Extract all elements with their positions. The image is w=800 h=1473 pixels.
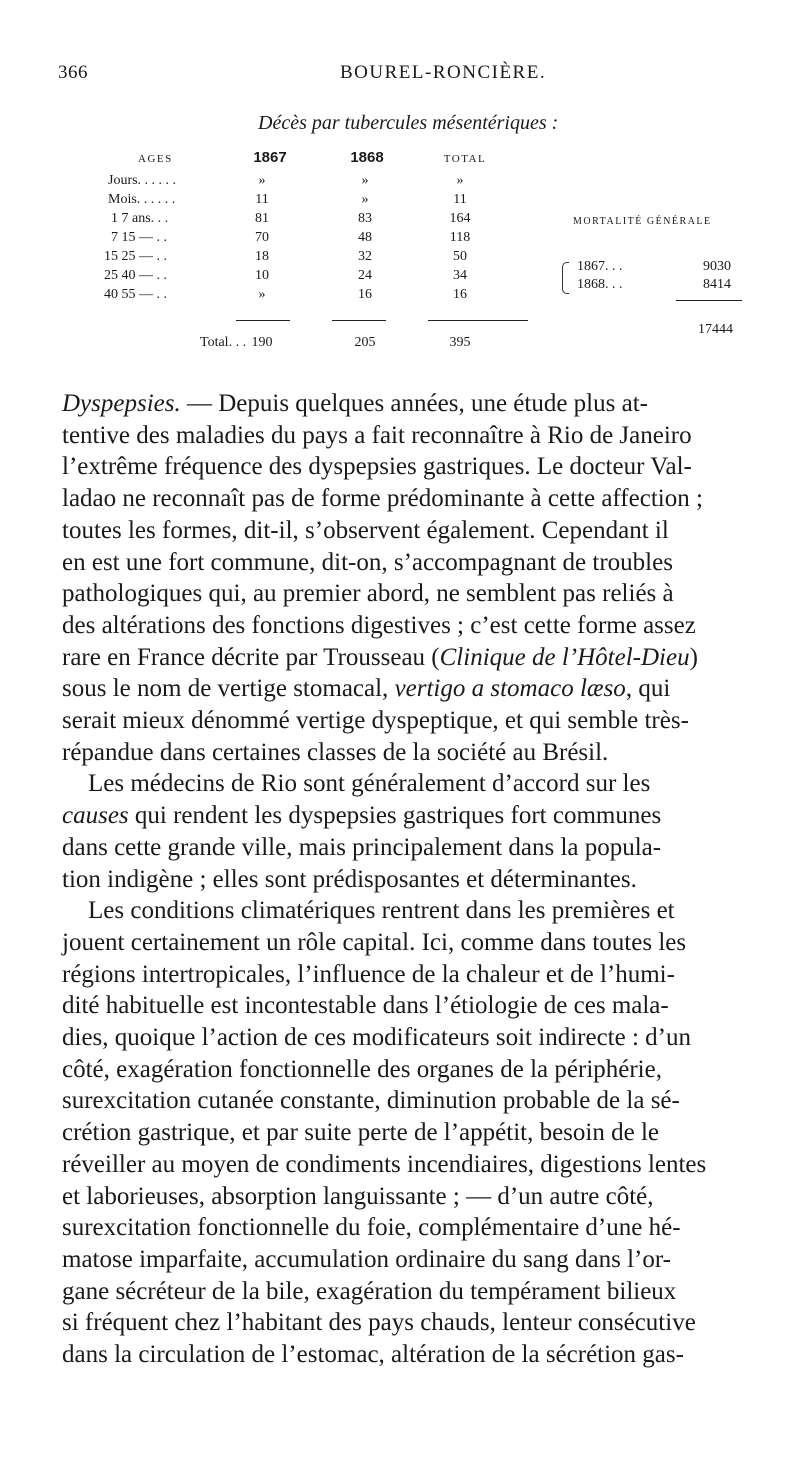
total-cell: 50	[453, 249, 467, 264]
mortality-total: 17444	[698, 322, 733, 337]
value-1868-cell: 32	[358, 249, 372, 264]
value-1868-cell: »	[361, 192, 369, 207]
total-label: Total. . .	[200, 335, 247, 350]
text-line: et laborieuses, absorption languissante ; — d’un autre côté,	[62, 1182, 654, 1210]
paragraph	[62, 768, 752, 895]
value-1868-cell: 48	[358, 230, 372, 245]
value-1867-cell: »	[258, 173, 266, 188]
latin-term: vertigo a stomaco læso	[394, 675, 626, 703]
text-line: Dyspepsies. — Depuis quelques années, une étude plus at-	[62, 390, 648, 417]
page-number: 366	[58, 62, 88, 83]
sum-rule	[236, 320, 290, 321]
body-text	[62, 388, 752, 1371]
age-cell: 7 15 — . .	[111, 230, 167, 245]
text-line: gane sécréteur de la bile, exagération du tempérament bilieux	[62, 1277, 677, 1305]
total-cell: »	[456, 173, 464, 188]
value-1867-cell: »	[258, 287, 266, 302]
text-line: matose imparfaite, accumulation ordinaire du sang dans l’or-	[62, 1245, 672, 1273]
table-caption: Décès par tubercules mésentériques :	[258, 112, 559, 134]
text-line: dans cette grande ville, mais principalement dans la popula-	[62, 833, 662, 861]
text-line: dies, quoique l’action de ces modificateurs soit indirecte : d’un	[62, 1024, 691, 1052]
mortality-value: 9030	[703, 259, 731, 274]
sum-rule	[676, 300, 742, 301]
age-cell: 1 7 ans. . .	[111, 211, 169, 226]
text-line: si fréquent chez l’habitant des pays chauds, lenteur consécutive	[62, 1309, 696, 1337]
running-header	[58, 62, 738, 88]
age-cell: Mois. . . . . .	[108, 192, 176, 207]
text-line: dans la circulation de l’estomac, altération de la sécrétion gas-	[62, 1341, 684, 1369]
text-line: tion indigène ; elles sont prédisposantes et déterminantes.	[62, 865, 637, 893]
value-1867-cell: 81	[255, 211, 269, 226]
text-line: ladao ne reconnaît pas de forme prédominante à cette affection ;	[62, 485, 703, 513]
value-1868-cell: »	[361, 173, 369, 188]
grand-total-cell: 395	[449, 335, 471, 350]
text-line: Les conditions climatériques rentrent dans les premières et	[88, 897, 675, 925]
value-1867-cell: 10	[255, 268, 269, 283]
text-line: pathologiques qui, au premier abord, ne semblent pas reliés à	[62, 580, 674, 608]
total-1868-cell: 205	[354, 335, 376, 350]
mortality-year: 1868. . .	[577, 277, 623, 292]
text-line: crétion gastrique, et par suite perte de l’appétit, besoin de le	[62, 1119, 659, 1147]
text-line: des altérations des fonctions digestives ; c’est cette forme assez	[62, 611, 696, 639]
column-header-total: TOTAL	[443, 153, 487, 165]
sum-rule	[332, 320, 386, 321]
text-line: surexcitation cutanée constante, diminution probable de la sé-	[62, 1087, 680, 1115]
total-cell: 16	[453, 287, 467, 302]
book-reference: Clinique de l’Hôtel-Dieu	[439, 643, 690, 671]
total-cell: 118	[449, 230, 471, 245]
paragraph	[62, 388, 752, 768]
column-header-1867: 1867	[253, 149, 287, 166]
column-header-ages: AGES	[138, 153, 173, 165]
total-cell: 11	[453, 192, 467, 207]
value-1868-cell: 24	[358, 268, 372, 283]
text-line: côté, exagération fonctionnelle des organes de la périphérie,	[62, 1055, 662, 1083]
value-1868-cell: 83	[358, 211, 372, 226]
column-header-1868: 1868	[350, 149, 384, 166]
text-line: toutes les formes, dit-il, s’observent également. Cependant il	[62, 516, 669, 544]
mortality-title: MORTALITÉ GÉNÉRALE	[573, 216, 712, 227]
text-line: causes qui rendent les dyspepsies gastriques fort communes	[62, 802, 662, 830]
section-heading: Dyspepsies.	[62, 390, 181, 417]
text-line: répandue dans certaines classes de la société au Brésil.	[62, 738, 609, 766]
value-1867-cell: 70	[255, 230, 269, 245]
text-line: surexcitation fonctionnelle du foie, complémentaire d’une hé-	[62, 1214, 681, 1242]
brace	[562, 262, 569, 294]
value-1867-cell: 11	[255, 192, 269, 207]
sum-rule	[428, 320, 528, 321]
age-cell: 15 25 — . .	[104, 249, 167, 264]
age-cell: 25 40 — . .	[104, 268, 167, 283]
total-cell: 164	[449, 211, 471, 226]
text-line: jouent certainement un rôle capital. Ici, comme dans toutes les	[62, 928, 687, 956]
text-line: l’extrême fréquence des dyspepsies gastriques. Le docteur Val-	[62, 453, 692, 481]
age-cell: 40 55 — . .	[104, 287, 167, 302]
text-line: régions intertropicales, l’influence de la chaleur et de l’humi-	[62, 960, 675, 988]
text-line: rare en France décrite par Trousseau (Clinique de l’Hôtel-Dieu)	[62, 643, 698, 671]
total-1867-cell: 190	[251, 335, 273, 350]
mortality-value: 8414	[703, 277, 731, 292]
emphasis-causes: causes	[62, 802, 129, 830]
text-line: tentive des maladies du pays a fait reconnaître à Rio de Janeiro	[62, 421, 692, 449]
mortality-year: 1867. . .	[577, 259, 623, 274]
text-line: sous le nom de vertige stomacal, vertigo a stomaco læso, qui	[62, 675, 671, 703]
paragraph	[62, 895, 752, 1371]
running-title: BOUREL-RONCIÈRE.	[340, 62, 547, 83]
text-line: Les médecins de Rio sont généralement d’accord sur les	[88, 770, 651, 798]
text-line: dité habituelle est incontestable dans l’étiologie de ces mala-	[62, 992, 669, 1020]
text-line: serait mieux dénommé vertige dyspeptique, et qui semble très-	[62, 707, 689, 735]
text-line: en est une fort commune, dit-on, s’accompagnant de troubles	[62, 548, 673, 576]
value-1867-cell: 18	[255, 249, 269, 264]
value-1868-cell: 16	[358, 287, 372, 302]
text-line: réveiller au moyen de condiments incendiaires, digestions lentes	[62, 1150, 707, 1178]
age-cell: Jours. . . . . .	[108, 173, 177, 188]
total-cell: 34	[453, 268, 467, 283]
